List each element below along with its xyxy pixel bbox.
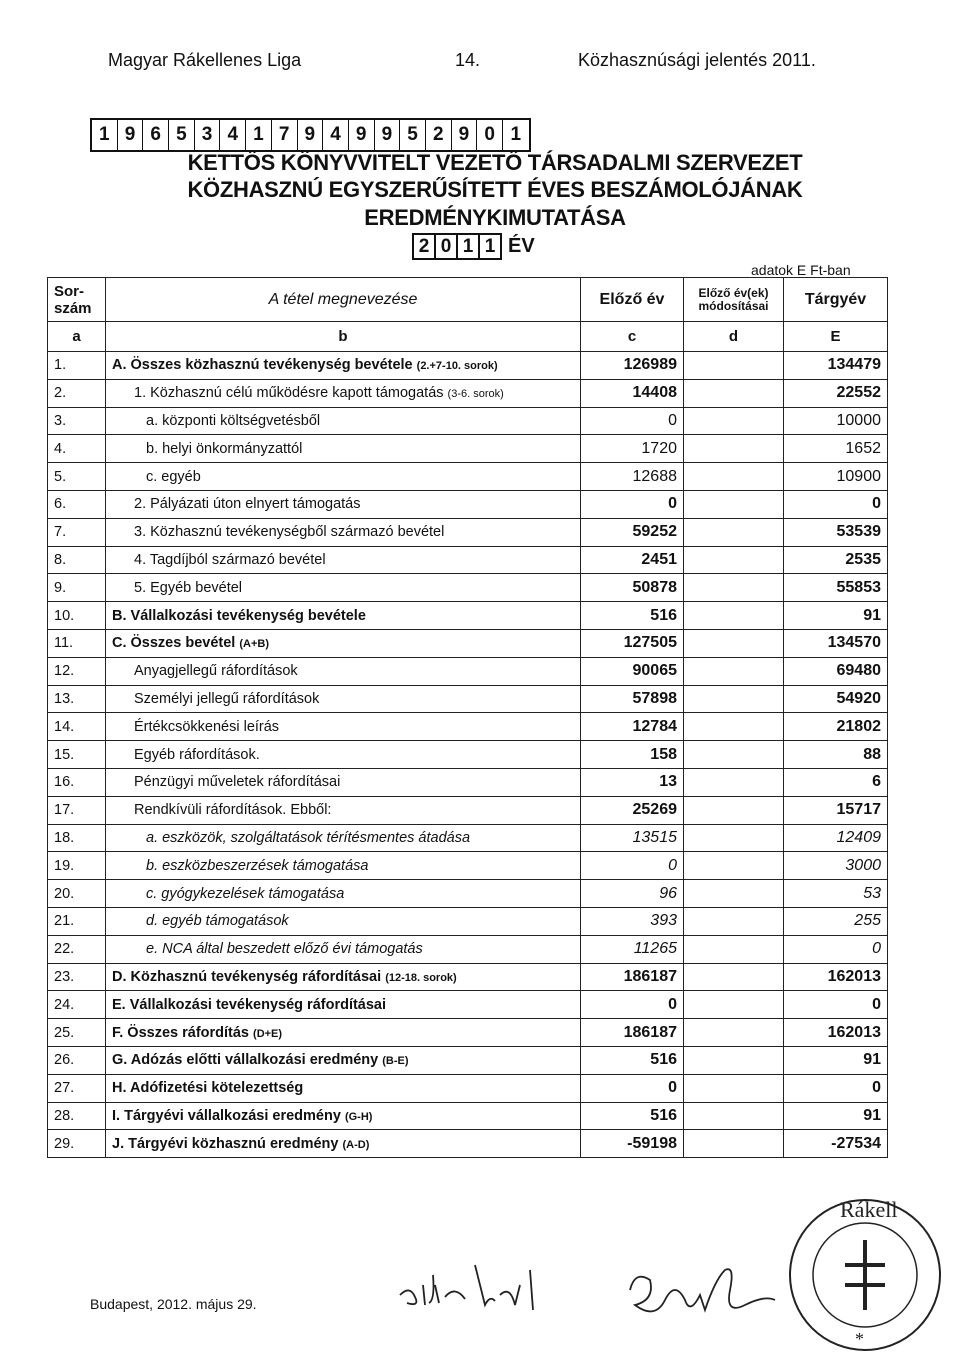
table-row: [48, 1074, 888, 1102]
row-curr-value: 134479: [784, 352, 888, 380]
row-mod-value: [684, 768, 784, 796]
row-label-text: J. Tárgyévi közhasznú eredmény: [112, 1135, 339, 1152]
row-label: [106, 963, 581, 991]
row-mod-value: [684, 852, 784, 880]
row-label: [106, 713, 581, 741]
row-prev-value: 12688: [581, 463, 684, 491]
row-number: 23.: [48, 963, 106, 991]
row-label-text: Személyi jellegű ráfordítások: [134, 690, 320, 707]
row-note: (3-6. sorok): [447, 388, 504, 401]
row-label: [106, 407, 581, 435]
col-letter-c: c: [581, 322, 684, 352]
row-mod-value: [684, 657, 784, 685]
row-curr-value: 2535: [784, 546, 888, 574]
table-row: [48, 1046, 888, 1074]
row-prev-value: 0: [581, 1074, 684, 1102]
svg-text:*: *: [855, 1329, 864, 1349]
tax-id-boxes: [90, 118, 531, 152]
col-letter-b: b: [106, 322, 581, 352]
row-label: [106, 991, 581, 1019]
row-label-text: G. Adózás előtti vállalkozási eredmény: [112, 1052, 379, 1069]
row-number: 7.: [48, 518, 106, 546]
table-row: [48, 852, 888, 880]
row-label: [106, 352, 581, 380]
row-curr-value: 91: [784, 602, 888, 630]
row-prev-value: 59252: [581, 518, 684, 546]
row-mod-value: [684, 907, 784, 935]
row-mod-value: [684, 685, 784, 713]
tax-id-digit: 2: [426, 120, 452, 150]
row-number: 6.: [48, 490, 106, 518]
row-label: [106, 463, 581, 491]
row-label: [106, 518, 581, 546]
row-label-text: C. Összes bevétel: [112, 635, 236, 652]
row-number: 8.: [48, 546, 106, 574]
row-label: [106, 490, 581, 518]
row-label-text: 3. Közhasznú tevékenységből származó bevétel: [134, 524, 445, 541]
table-row: [48, 1019, 888, 1047]
row-label-text: a. eszközök, szolgáltatások térítésmentes átadása: [146, 829, 471, 846]
row-mod-value: [684, 490, 784, 518]
row-mod-value: [684, 1102, 784, 1130]
row-prev-value: 96: [581, 880, 684, 908]
row-curr-value: 134570: [784, 629, 888, 657]
row-number: 21.: [48, 907, 106, 935]
row-label: [106, 546, 581, 574]
row-number: 13.: [48, 685, 106, 713]
row-label: [106, 824, 581, 852]
table-row: [48, 796, 888, 824]
table-row: [48, 907, 888, 935]
units-note: adatok E Ft-ban: [751, 262, 851, 278]
row-label: [106, 1046, 581, 1074]
row-prev-value: 0: [581, 852, 684, 880]
row-curr-value: 53539: [784, 518, 888, 546]
col-letter-e: E: [784, 322, 888, 352]
row-number: 29.: [48, 1130, 106, 1158]
row-curr-value: -27534: [784, 1130, 888, 1158]
col-letter-d: d: [684, 322, 784, 352]
row-mod-value: [684, 796, 784, 824]
row-number: 5.: [48, 463, 106, 491]
table-row: [48, 991, 888, 1019]
row-label-text: Rendkívüli ráfordítások. Ebből:: [134, 802, 332, 819]
row-label-text: d. egyéb támogatások: [146, 913, 289, 930]
report-title: Közhasznúsági jelentés 2011.: [578, 50, 816, 70]
row-label-text: a. központi költségvetésből: [146, 412, 321, 429]
row-label-text: Pénzügyi műveletek ráfordításai: [134, 774, 341, 791]
header-prev: Előző év: [581, 278, 684, 322]
row-number: 2.: [48, 379, 106, 407]
year-digits: [412, 233, 500, 260]
row-curr-value: 91: [784, 1102, 888, 1130]
row-label-text: I. Tárgyévi vállalkozási eredmény: [112, 1107, 341, 1124]
row-mod-value: [684, 824, 784, 852]
table-row: [48, 1130, 888, 1158]
row-curr-value: 54920: [784, 685, 888, 713]
row-label-text: D. Közhasznú tevékenység ráfordításai: [112, 968, 382, 985]
row-prev-value: 158: [581, 741, 684, 769]
row-label: [106, 935, 581, 963]
row-label-text: 4. Tagdíjból származó bevétel: [134, 551, 326, 568]
table-row: [48, 518, 888, 546]
row-prev-value: 12784: [581, 713, 684, 741]
row-curr-value: 10000: [784, 407, 888, 435]
row-curr-value: 55853: [784, 574, 888, 602]
row-curr-value: 255: [784, 907, 888, 935]
row-number: 19.: [48, 852, 106, 880]
tax-id-digit: 3: [195, 120, 221, 150]
table-row: [48, 379, 888, 407]
row-label: [106, 685, 581, 713]
row-prev-value: 516: [581, 1046, 684, 1074]
tax-id-digit: 9: [349, 120, 375, 150]
row-mod-value: [684, 1019, 784, 1047]
row-label-text: 2. Pályázati úton elnyert támogatás: [134, 496, 361, 513]
row-curr-value: 12409: [784, 824, 888, 852]
table-row: [48, 963, 888, 991]
table-row: [48, 741, 888, 769]
row-curr-value: 3000: [784, 852, 888, 880]
row-prev-value: 50878: [581, 574, 684, 602]
income-statement-table: [47, 277, 888, 1158]
row-prev-value: 127505: [581, 629, 684, 657]
row-prev-value: 13: [581, 768, 684, 796]
row-number: 20.: [48, 880, 106, 908]
row-label: [106, 1130, 581, 1158]
table-row: [48, 629, 888, 657]
table-row: [48, 824, 888, 852]
row-label-text: A. Összes közhasznú tevékenység bevétele: [112, 357, 413, 374]
header-curr: Tárgyév: [784, 278, 888, 322]
row-curr-value: 6: [784, 768, 888, 796]
row-label: [106, 1102, 581, 1130]
table-row: [48, 713, 888, 741]
row-mod-value: [684, 1074, 784, 1102]
row-prev-value: 516: [581, 1102, 684, 1130]
row-prev-value: 2451: [581, 546, 684, 574]
row-curr-value: 0: [784, 490, 888, 518]
tax-id-digit: 9: [452, 120, 478, 150]
row-prev-value: 14408: [581, 379, 684, 407]
row-label: [106, 768, 581, 796]
table-row: [48, 657, 888, 685]
year-digit: 1: [456, 233, 480, 260]
row-number: 9.: [48, 574, 106, 602]
row-label: [106, 1019, 581, 1047]
title-line-2: KÖZHASZNÚ EGYSZERŰSÍTETT ÉVES BESZÁMOLÓJÁNAK: [187, 177, 803, 202]
year-digit: 2: [412, 233, 436, 260]
header-sorszam: Sor- szám: [48, 278, 106, 322]
row-label-text: Egyéb ráfordítások.: [134, 746, 260, 763]
row-label: [106, 741, 581, 769]
year-suffix: ÉV: [508, 235, 535, 257]
tax-id-digit: 1: [246, 120, 272, 150]
row-prev-value: 90065: [581, 657, 684, 685]
row-label: [106, 629, 581, 657]
row-curr-value: 69480: [784, 657, 888, 685]
organization-name: Magyar Rákellenes Liga: [108, 50, 302, 70]
row-mod-value: [684, 352, 784, 380]
row-prev-value: 0: [581, 407, 684, 435]
row-note: (12-18. sorok): [385, 971, 457, 984]
row-mod-value: [684, 407, 784, 435]
row-prev-value: 11265: [581, 935, 684, 963]
row-label-text: b. eszközbeszerzések támogatása: [146, 857, 369, 874]
row-mod-value: [684, 1046, 784, 1074]
year-digit: 1: [478, 233, 502, 260]
row-mod-value: [684, 518, 784, 546]
row-mod-value: [684, 963, 784, 991]
row-label-text: Értékcsökkenési leírás: [134, 718, 280, 735]
row-label: [106, 907, 581, 935]
tax-id-digit: 5: [169, 120, 195, 150]
tax-id-digit: 9: [118, 120, 144, 150]
title-line-1: KETTŐS KÖNYVVITELT VEZETŐ TÁRSADALMI SZERVEZET: [187, 150, 803, 175]
row-label: [106, 574, 581, 602]
row-label: [106, 796, 581, 824]
row-label: [106, 852, 581, 880]
row-label: [106, 657, 581, 685]
row-mod-value: [684, 629, 784, 657]
row-prev-value: 393: [581, 907, 684, 935]
row-curr-value: 162013: [784, 963, 888, 991]
row-label-text: b. helyi önkormányzattól: [146, 440, 303, 457]
row-label: [106, 602, 581, 630]
row-prev-value: 0: [581, 991, 684, 1019]
table-header-row: [48, 278, 888, 322]
tax-id-digit: 1: [510, 124, 522, 145]
table-row: [48, 407, 888, 435]
table-row: [48, 935, 888, 963]
row-label: [106, 379, 581, 407]
row-note: (A+B): [239, 638, 269, 651]
row-mod-value: [684, 741, 784, 769]
tax-id-digit: 4: [220, 120, 246, 150]
row-number: 4.: [48, 435, 106, 463]
organization-stamp: [770, 1185, 950, 1355]
tax-id-digit: 4: [323, 120, 349, 150]
place-date: Budapest, 2012. május 29.: [90, 1296, 257, 1312]
row-curr-value: 1652: [784, 435, 888, 463]
tax-id-digit: 7: [272, 120, 298, 150]
tax-id-digit: 9: [375, 120, 401, 150]
table-row: [48, 768, 888, 796]
row-number: 10.: [48, 602, 106, 630]
year-digit: 0: [434, 233, 458, 260]
table-row: [48, 463, 888, 491]
row-note: (A-D): [342, 1138, 370, 1151]
tax-id-digit: 0: [477, 120, 503, 150]
table-row: [48, 1102, 888, 1130]
row-curr-value: 15717: [784, 796, 888, 824]
tax-id-digit: 1: [92, 120, 118, 150]
row-mod-value: [684, 880, 784, 908]
row-number: 11.: [48, 629, 106, 657]
col-letter-a: a: [48, 322, 106, 352]
row-mod-value: [684, 602, 784, 630]
row-number: 18.: [48, 824, 106, 852]
table-row: [48, 574, 888, 602]
row-curr-value: 21802: [784, 713, 888, 741]
row-curr-value: 0: [784, 1074, 888, 1102]
row-mod-value: [684, 991, 784, 1019]
row-mod-value: [684, 435, 784, 463]
row-number: 12.: [48, 657, 106, 685]
row-curr-value: 10900: [784, 463, 888, 491]
row-prev-value: 57898: [581, 685, 684, 713]
row-note: (G-H): [344, 1110, 373, 1123]
row-mod-value: [684, 546, 784, 574]
row-number: 17.: [48, 796, 106, 824]
row-curr-value: 162013: [784, 1019, 888, 1047]
row-prev-value: 0: [581, 490, 684, 518]
row-prev-value: 126989: [581, 352, 684, 380]
row-prev-value: -59198: [581, 1130, 684, 1158]
row-number: 25.: [48, 1019, 106, 1047]
row-mod-value: [684, 1130, 784, 1158]
row-number: 24.: [48, 991, 106, 1019]
row-label-text: c. egyéb: [146, 468, 201, 485]
row-prev-value: 186187: [581, 1019, 684, 1047]
row-curr-value: 53: [784, 880, 888, 908]
column-letter-row: [48, 322, 888, 352]
row-prev-value: 25269: [581, 796, 684, 824]
table-row: [48, 352, 888, 380]
row-number: 27.: [48, 1074, 106, 1102]
table-row: [48, 880, 888, 908]
row-mod-value: [684, 713, 784, 741]
table-row: [48, 546, 888, 574]
row-label-text: e. NCA által beszedett előző évi támogatás: [146, 941, 423, 958]
row-label-text: Anyagjellegű ráfordítások: [134, 663, 298, 680]
row-number: 3.: [48, 407, 106, 435]
row-curr-value: 88: [784, 741, 888, 769]
row-label-text: 5. Egyéb bevétel: [134, 579, 243, 596]
row-label: [106, 880, 581, 908]
row-label-text: B. Vállalkozási tevékenység bevétele: [112, 607, 366, 624]
row-number: 16.: [48, 768, 106, 796]
row-note: (2.+7-10. sorok): [416, 360, 498, 373]
row-number: 15.: [48, 741, 106, 769]
row-label-text: c. gyógykezelések támogatása: [146, 885, 345, 902]
row-number: 14.: [48, 713, 106, 741]
page-number: 14.: [455, 50, 481, 70]
row-curr-value: 91: [784, 1046, 888, 1074]
row-number: 1.: [48, 352, 106, 380]
row-label-text: H. Adófizetési kötelezettség: [112, 1080, 304, 1097]
row-label-text: 1. Közhasznú célú működésre kapott támogatás: [134, 385, 444, 402]
row-prev-value: 1720: [581, 435, 684, 463]
header-mod: Előző év(ek) módosításai: [684, 278, 784, 322]
signature-1: [395, 1255, 595, 1315]
row-note: (D+E): [253, 1027, 283, 1040]
title-line-3: EREDMÉNYKIMUTATÁSA: [364, 205, 626, 230]
tax-id-digit: 6: [143, 120, 169, 150]
table-row: [48, 490, 888, 518]
row-number: 26.: [48, 1046, 106, 1074]
row-label-text: F. Összes ráfordítás: [112, 1024, 249, 1041]
row-curr-value: 22552: [784, 379, 888, 407]
row-mod-value: [684, 379, 784, 407]
row-label-text: E. Vállalkozási tevékenység ráfordításai: [112, 996, 387, 1013]
row-curr-value: 0: [784, 935, 888, 963]
year-boxes: [412, 233, 535, 260]
tax-id-digit: 5: [400, 120, 426, 150]
row-mod-value: [684, 463, 784, 491]
table-row: [48, 685, 888, 713]
row-mod-value: [684, 935, 784, 963]
row-prev-value: 13515: [581, 824, 684, 852]
row-mod-value: [684, 574, 784, 602]
table-row: [48, 602, 888, 630]
row-number: 22.: [48, 935, 106, 963]
table-row: [48, 435, 888, 463]
row-label: [106, 1074, 581, 1102]
row-curr-value: 0: [784, 991, 888, 1019]
row-prev-value: 516: [581, 602, 684, 630]
svg-text:Rákell: Rákell: [840, 1197, 898, 1222]
header-name: A tétel megnevezése: [106, 278, 581, 322]
row-label: [106, 435, 581, 463]
row-note: (B-E): [382, 1055, 409, 1068]
row-number: 28.: [48, 1102, 106, 1130]
tax-id-digit: 9: [298, 120, 324, 150]
row-prev-value: 186187: [581, 963, 684, 991]
